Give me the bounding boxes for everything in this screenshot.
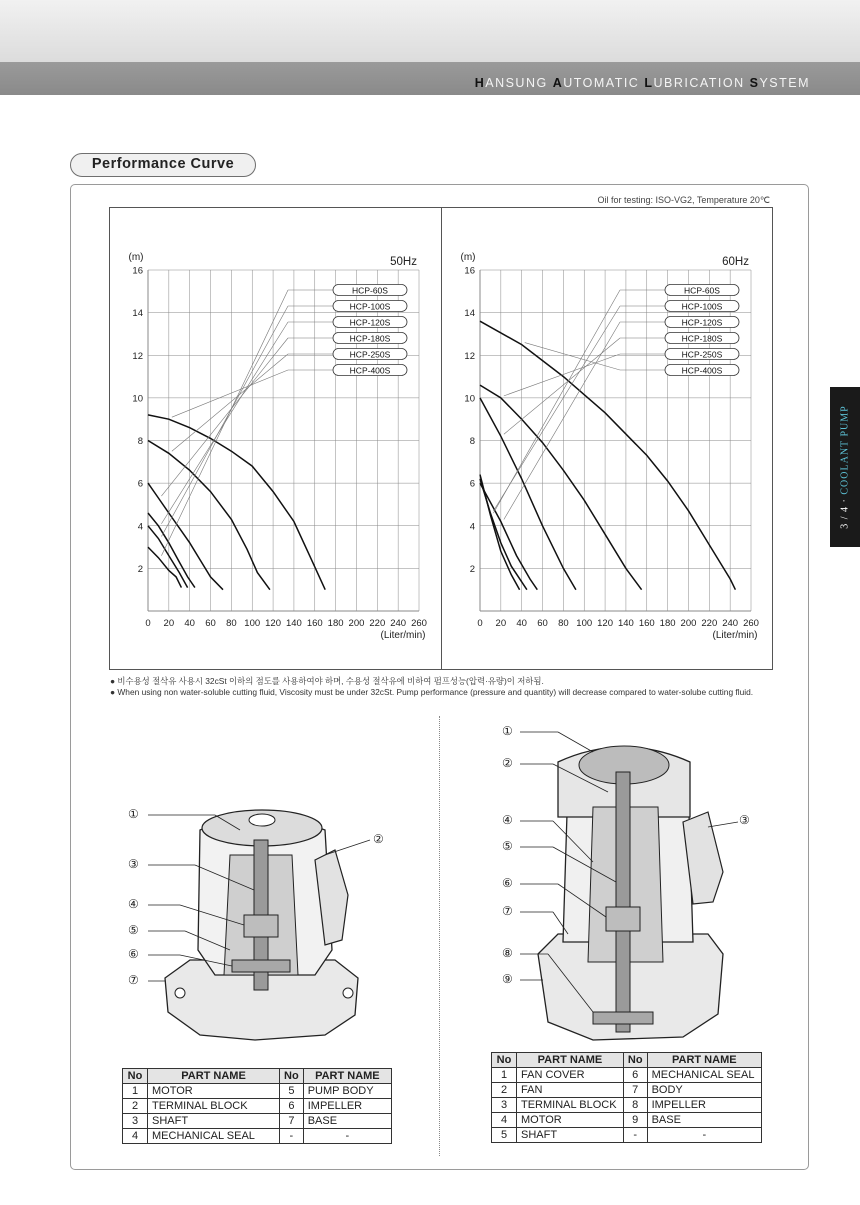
x-tick-label: 140 bbox=[285, 618, 302, 629]
side-tab-text bbox=[840, 405, 851, 528]
left-callout-6: ⑥ bbox=[128, 947, 139, 961]
table-cell: MOTOR bbox=[517, 1113, 624, 1128]
legend-leader bbox=[504, 354, 620, 396]
x-tick-label: 240 bbox=[390, 618, 407, 629]
left-parts-table bbox=[122, 1068, 392, 1144]
table-cell: 2 bbox=[123, 1099, 148, 1114]
y-tick-label: 14 bbox=[132, 308, 143, 320]
y-tick-label: 12 bbox=[464, 350, 475, 362]
left-callout-1: ① bbox=[128, 807, 139, 821]
right-pump-impeller bbox=[593, 1012, 653, 1024]
table-cell: SHAFT bbox=[148, 1114, 280, 1129]
left-callout-5: ⑤ bbox=[128, 923, 139, 937]
x-tick-label: 20 bbox=[163, 618, 175, 629]
left-callout-7: ⑦ bbox=[128, 973, 139, 987]
x-tick-label: 180 bbox=[327, 618, 344, 629]
brand-rest-l: UBRICATION bbox=[653, 76, 750, 90]
series-line-hcp-60s bbox=[480, 475, 520, 590]
note-korean: ● 비수용성 절삭유 사용시 32cSt 이하의 점도를 사용하여야 하며, 수용성 절삭유에 비하여 펌프성능(압력·유량)이 저하됨. bbox=[110, 676, 544, 686]
table-cell: FAN bbox=[517, 1083, 624, 1098]
left-callout-2: ② bbox=[373, 832, 384, 846]
note-english: ● When using non water-soluble cutting fluid, Viscosity must be under 32cSt. Pump performance (pressure and quantity) will decrease compared to water-solube cutting fluid. bbox=[110, 687, 754, 697]
brand-rest-h: ANSUNG bbox=[485, 76, 553, 90]
y-tick-label: 4 bbox=[469, 521, 475, 533]
right-pump-diagram bbox=[498, 722, 808, 1042]
chart-50hz bbox=[110, 208, 441, 669]
table-cell: 3 bbox=[492, 1098, 517, 1113]
right-th-no-1: No bbox=[492, 1053, 517, 1068]
y-tick-label: 16 bbox=[132, 265, 143, 277]
right-th-part-1: PART NAME bbox=[517, 1053, 624, 1068]
table-cell: 5 bbox=[280, 1084, 304, 1099]
right-callout-9: ⑨ bbox=[502, 972, 513, 986]
x-tick-label: 180 bbox=[659, 618, 676, 629]
brand-initial-h: H bbox=[474, 76, 486, 90]
legend-label: HCP-100S bbox=[681, 301, 723, 312]
legend-label: HCP-120S bbox=[349, 317, 391, 328]
x-axis-label: (Liter/min) bbox=[712, 630, 758, 641]
side-tab-text-holder bbox=[830, 387, 860, 547]
side-tab-page: 3 / 4 · bbox=[839, 498, 851, 529]
table-cell: 9 bbox=[623, 1113, 647, 1128]
legend-label: HCP-250S bbox=[681, 349, 723, 360]
legend-label: HCP-400S bbox=[349, 365, 391, 376]
table-row bbox=[492, 1098, 762, 1113]
table-cell: MECHANICAL SEAL bbox=[148, 1129, 280, 1144]
table-cell: MOTOR bbox=[148, 1084, 280, 1099]
right-callout-4: ④ bbox=[502, 813, 513, 827]
table-cell: TERMINAL BLOCK bbox=[517, 1098, 624, 1113]
usage-notes bbox=[110, 676, 753, 698]
legend-leader bbox=[504, 338, 620, 434]
series-line-hcp-400s bbox=[480, 321, 735, 590]
left-pump-impeller bbox=[232, 960, 290, 972]
x-tick-label: 160 bbox=[306, 618, 323, 629]
table-cell: 1 bbox=[492, 1068, 517, 1083]
legend-leader bbox=[504, 322, 620, 519]
legend-label: HCP-180S bbox=[349, 333, 391, 344]
table-row bbox=[492, 1113, 762, 1128]
x-tick-label: 80 bbox=[558, 618, 569, 629]
x-tick-label: 120 bbox=[265, 618, 282, 629]
y-tick-label: 12 bbox=[132, 350, 143, 362]
legend-leader bbox=[161, 322, 288, 524]
x-tick-label: 200 bbox=[680, 618, 697, 629]
y-tick-label: 16 bbox=[464, 265, 475, 277]
y-tick-label: 6 bbox=[469, 478, 475, 490]
table-row bbox=[123, 1099, 392, 1114]
table-cell: 7 bbox=[280, 1114, 304, 1129]
brand-initial-l: L bbox=[644, 76, 654, 90]
x-tick-label: 220 bbox=[369, 618, 386, 629]
left-pump-bolt-right bbox=[343, 988, 353, 998]
table-cell: IMPELLER bbox=[647, 1098, 761, 1113]
y-tick-label: 8 bbox=[469, 436, 475, 447]
x-tick-label: 240 bbox=[722, 618, 739, 629]
left-callout-4: ④ bbox=[128, 897, 139, 911]
legend-label: HCP-60S bbox=[352, 285, 388, 296]
table-cell: - bbox=[647, 1128, 761, 1143]
right-pump-shaft bbox=[616, 772, 630, 1032]
table-cell: - bbox=[280, 1129, 304, 1144]
y-tick-label: 10 bbox=[464, 393, 475, 405]
right-th-part-2: PART NAME bbox=[647, 1053, 761, 1068]
x-tick-label: 100 bbox=[576, 618, 593, 629]
left-th-part-2: PART NAME bbox=[303, 1069, 391, 1084]
x-tick-label: 120 bbox=[597, 618, 614, 629]
table-cell: - bbox=[623, 1128, 647, 1143]
x-tick-label: 160 bbox=[638, 618, 655, 629]
x-tick-label: 220 bbox=[701, 618, 718, 629]
chart-60hz bbox=[442, 208, 773, 669]
x-tick-label: 140 bbox=[617, 618, 634, 629]
table-cell: PUMP BODY bbox=[303, 1084, 391, 1099]
left-callout-3: ③ bbox=[128, 857, 139, 871]
table-cell: TERMINAL BLOCK bbox=[148, 1099, 280, 1114]
table-cell: 4 bbox=[492, 1113, 517, 1128]
right-parts-table bbox=[491, 1052, 762, 1143]
table-row bbox=[123, 1129, 392, 1144]
legend-leader bbox=[493, 290, 620, 513]
legend-label: HCP-400S bbox=[681, 365, 723, 376]
right-th-no-2: No bbox=[623, 1053, 647, 1068]
right-callout-6: ⑥ bbox=[502, 876, 513, 890]
table-cell: - bbox=[303, 1129, 391, 1144]
series-line-hcp-120s bbox=[148, 513, 195, 588]
y-tick-label: 10 bbox=[132, 393, 143, 405]
table-cell: IMPELLER bbox=[303, 1099, 391, 1114]
left-th-no-1: No bbox=[123, 1069, 148, 1084]
table-cell: 6 bbox=[623, 1068, 647, 1083]
table-cell: 2 bbox=[492, 1083, 517, 1098]
brand-initial-s: S bbox=[749, 76, 760, 90]
table-cell: BASE bbox=[647, 1113, 761, 1128]
x-tick-label: 260 bbox=[743, 618, 759, 629]
brand-rest-a: UTOMATIC bbox=[563, 76, 645, 90]
table-cell: 5 bbox=[492, 1128, 517, 1143]
table-cell: 1 bbox=[123, 1084, 148, 1099]
table-row bbox=[123, 1084, 392, 1099]
y-tick-label: 2 bbox=[469, 563, 475, 575]
table-cell: 8 bbox=[623, 1098, 647, 1113]
left-pump-seal bbox=[244, 915, 278, 937]
y-tick-label: 4 bbox=[137, 521, 143, 533]
table-cell: 4 bbox=[123, 1129, 148, 1144]
table-cell: 7 bbox=[623, 1083, 647, 1098]
table-cell: BODY bbox=[647, 1083, 761, 1098]
left-th-no-2: No bbox=[280, 1069, 304, 1084]
performance-charts bbox=[109, 207, 773, 670]
right-callout-3: ③ bbox=[739, 813, 750, 827]
x-tick-label: 60 bbox=[205, 618, 216, 629]
series-line-hcp-100s bbox=[148, 526, 188, 588]
table-row bbox=[492, 1128, 762, 1143]
series-line-hcp-120s bbox=[480, 483, 537, 590]
x-tick-label: 100 bbox=[244, 618, 261, 629]
diagram-divider bbox=[439, 716, 440, 1156]
table-row bbox=[492, 1083, 762, 1098]
table-cell: 3 bbox=[123, 1114, 148, 1129]
y-tick-label: 14 bbox=[464, 308, 475, 320]
legend-leader bbox=[161, 306, 288, 537]
x-axis-label: (Liter/min) bbox=[380, 630, 426, 641]
legend-label: HCP-60S bbox=[684, 285, 720, 296]
x-tick-label: 40 bbox=[184, 618, 195, 629]
x-tick-label: 260 bbox=[411, 618, 427, 629]
left-pump-bolt-left bbox=[175, 988, 185, 998]
table-cell: MECHANICAL SEAL bbox=[647, 1068, 761, 1083]
legend-leader bbox=[172, 354, 288, 451]
table-row bbox=[492, 1068, 762, 1083]
table-cell: BASE bbox=[303, 1114, 391, 1129]
x-tick-label: 80 bbox=[226, 618, 237, 629]
right-callout-5: ⑤ bbox=[502, 839, 513, 853]
legend-leader bbox=[161, 338, 288, 496]
right-callout-7: ⑦ bbox=[502, 904, 513, 918]
table-cell: 6 bbox=[280, 1099, 304, 1114]
x-tick-label: 0 bbox=[477, 618, 483, 629]
y-axis-label: (m) bbox=[128, 252, 144, 263]
section-title: Performance Curve bbox=[70, 153, 256, 177]
x-tick-label: 40 bbox=[516, 618, 527, 629]
right-callout-8: ⑧ bbox=[502, 946, 513, 960]
right-table-header bbox=[492, 1053, 762, 1068]
legend-label: HCP-180S bbox=[681, 333, 723, 344]
x-tick-label: 0 bbox=[145, 618, 151, 629]
frequency-label: 50Hz bbox=[390, 256, 417, 268]
legend-label: HCP-100S bbox=[349, 301, 391, 312]
legend-label: HCP-250S bbox=[349, 349, 391, 360]
right-pump-seal bbox=[606, 907, 640, 931]
brand-title bbox=[475, 76, 810, 90]
x-tick-label: 200 bbox=[348, 618, 365, 629]
oil-testing-note: Oil for testing: ISO-VG2, Temperature 20℃ bbox=[597, 195, 770, 205]
y-axis-label: (m) bbox=[460, 252, 476, 263]
x-tick-label: 60 bbox=[537, 618, 548, 629]
legend-label: HCP-120S bbox=[681, 317, 723, 328]
right-callout-2: ② bbox=[502, 756, 513, 770]
y-tick-label: 2 bbox=[137, 563, 143, 575]
brand-initial-a: A bbox=[552, 76, 564, 90]
left-pump-top-cap bbox=[249, 814, 275, 826]
header-top-band bbox=[0, 0, 860, 62]
y-tick-label: 6 bbox=[137, 478, 143, 490]
side-tab-section: COOLANT PUMP bbox=[839, 405, 851, 495]
table-row bbox=[123, 1114, 392, 1129]
y-tick-label: 8 bbox=[137, 436, 143, 447]
right-callout-1: ① bbox=[502, 724, 513, 738]
brand-rest-s: YSTEM bbox=[759, 76, 810, 90]
left-table-header bbox=[123, 1069, 392, 1084]
table-cell: FAN COVER bbox=[517, 1068, 624, 1083]
x-tick-label: 20 bbox=[495, 618, 507, 629]
frequency-label: 60Hz bbox=[722, 256, 749, 268]
table-cell: SHAFT bbox=[517, 1128, 624, 1143]
left-th-part-1: PART NAME bbox=[148, 1069, 280, 1084]
